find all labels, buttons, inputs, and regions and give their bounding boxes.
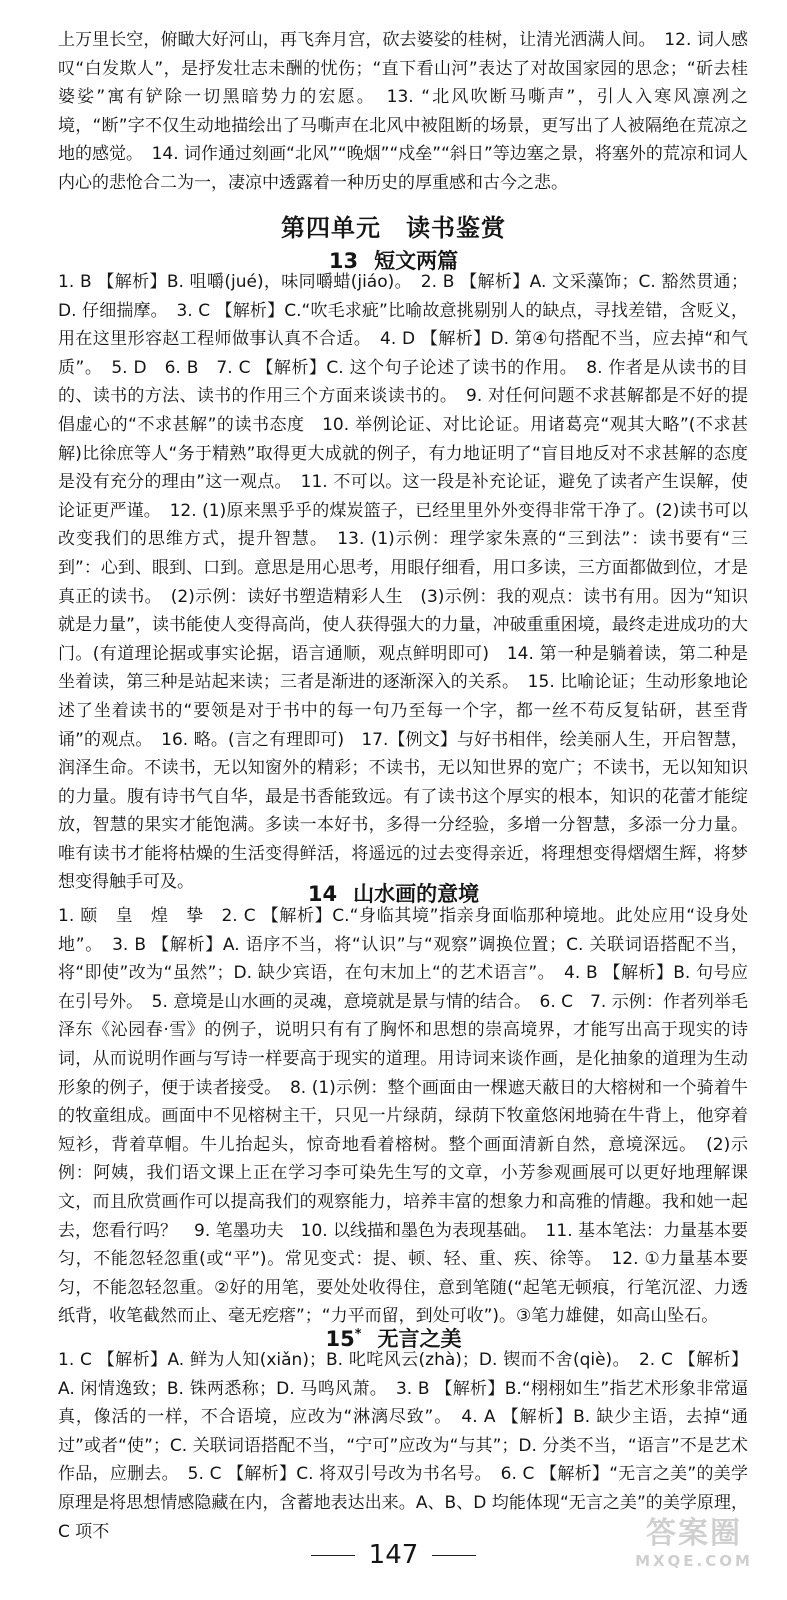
lesson-13-answers: 1. B 【解析】B. 咀嚼(jué)，味同嚼蜡(jiáo)。 2. B 【解析】A. 文采藻饰；C. 豁然贯通；D. 仔细揣摩。 3. C 【解析】C.“吹毛求疵”比喻故意挑剔别人的缺点，寻找差错，含贬义，用在这里形容赵工程师做事认真不合适。 4. D 【解析】D. 第④句搭配不当，应去掉“和气质”。 5. D 6. B 7. C 【解析】C. 这个句子论述了读书的作用。 8. 作者是从读书的目的、读书的方法、读书的作用三个方面来谈读书的。 9. 对任何问题不求甚解都是不好的提倡虚心的“不求甚解”的读书态度 10. 举例论证、对比论证。用诸葛亮“观其大略”(不求甚解)比徐庶等人“务于精熟”取得更大成就的例子，有力地证明了“盲目地反对不求甚解的态度是没有充分的理由”这一观点。 11. 不可以。这一段是补充论证，避免了读者产生误解，使论证更严谨。 12. (1)原来黑乎乎的煤炭篮子，已经里里外外变得非常干净了。(2)读书可以改变我们的思维方式，提升智慧。 13. (1)示例：理学家朱熹的“三到法”：读书要有“三到”：心到、眼到、口到。意思是用心思考，用眼仔细看，用口多读，三方面都做到位，才是真正的读书。 (2)示例：读好书塑造精彩人生 (3)示例：我的观点：读书有用。因为“知识就是力量”，读书能使人变得高尚，使人获得强大的力量，冲破重重困境，最终走进成功的大门。(有道理论据或事实论据，语言通顺，观点鲜明即可) 14. 第一种是躺着读，第二种是坐着读，第三种是站起来读；三者是渐进的逐渐深入的关系。 15. 比喻论证；生动形象地论述了坐着读书的“要领是对于书中的每一句乃至每一个字，都一丝不苟反复钻研，甚至背诵”的观点。 16. 略。(言之有理即可) 17.【例文】与好书相伴，绘美丽人生，开启智慧，润泽生命。不读书，无以知窗外的精彩；不读书，无以知世界的宽广；不读书，无以知知识的力量。腹有诗书气自华，最是书香能致远。有了读书这个厚实的根本，知识的花蕾才能绽放，智慧的果实才能饱满。多读一本好书，多得一分经验，多增一分智慧，多添一分力量。唯有读书才能将枯燥的生活变得鲜活，将遥远的过去变得亲近，将理想变得熠熠生辉，将梦想变得触手可及。 <box>58 272 748 893</box>
watermark-logo-text: 答案圈 <box>646 1516 742 1551</box>
lesson-14-answers: 1. 颐 皇 煌 挚 2. C 【解析】C.“身临其境”指亲身面临那种境地。此处应用“设身处地”。 3. B 【解析】A. 语序不当，将“认识”与“观察”调换位置；C. 关联词语搭配不当，将“即使”改为“虽然”；D. 缺少宾语，在句末加上“的艺术语言”。 4. B 【解析】B. 句号应在引号外。 5. 意境是山水画的灵魂，意境就是景与情的结合。 6. C 7. 示例：作者列举毛泽东《沁园春·雪》的例子，说明只有有了胸怀和思想的崇高境界，才能写出高于现实的诗词，从而说明作画与写诗一样要高于现实的道理。用诗词来谈作画，是化抽象的道理为生动形象的例子，便于读者接受。 8. (1)示例：整个画面由一棵遮天蔽日的大榕树和一个骑着牛的牧童组成。画面中不见榕树主干，只见一片绿荫，绿荫下牧童悠闲地骑在牛背上，他穿着短衫，背着草帽。牛儿抬起头，惊奇地看着榕树。整个画面清新自然，意境深远。 (2)示例：阿姨，我们语文课上正在学习李可染先生写的文章，小芳参观画展可以更好地理解课文，而且欣赏画作可以提高我们的观察能力，培养丰富的想象力和高雅的情趣。我和她一起去，您看行吗？ 9. 笔墨功夫 10. 以线描和墨色为表现基础。 11. 基本笔法：力量基本要匀，不能忽轻忽重(或“平”)。常见变式：提、顿、轻、重、疾、徐等。 12. ①力量基本要匀，不能忽轻忽重。②好的用笔，要处处收得住，意到笔随(“起笔无顿痕，行笔沉涩、力透纸背，收笔截然而止、毫无疙瘩”；“力平而留，到处可收”)。③笔力雄健，如高山坠石。 <box>58 906 749 1327</box>
lesson-number: 14 <box>307 882 338 906</box>
unit-title: 第四单元 读书鉴赏 <box>281 214 506 242</box>
site-watermark <box>619 1508 769 1586</box>
optional-mark: * <box>354 1327 362 1342</box>
lesson-number: 13 <box>328 249 359 273</box>
lesson-number: 15* <box>325 1327 362 1351</box>
lesson-title: 山水画的意境 <box>353 882 480 906</box>
top-paragraph: 上万里长空，俯瞰大好河山，再飞奔月宫，砍去婆娑的桂树，让清光洒满人间。 12. 词人感叹“白发欺人”，是抒发壮志未酬的忧伤；“直下看山河”表达了对故国家园的思念；“斫去桂婆娑”寓有铲除一切黑暗势力的宏愿。 13. “北风吹断马嘶声”，引人入寒风凛冽之境，“断”字不仅生动地描绘出了马嘶声在北风中被阻断的场景，更写出了人被隔绝在荒凉之地的感觉。 14. 词作通过刻画“北风”“晚烟”“戍垒”“斜日”等边塞之景，将塞外的荒凉和词人内心的悲怆合二为一，凄凉中透露着一种历史的厚重感和古今之悲。 <box>58 30 748 193</box>
footer-dash-left <box>311 1555 355 1556</box>
page-number: 147 <box>368 1540 419 1570</box>
lesson-15-answers: 1. C 【解析】A. 鲜为人知(xiǎn)；B. 叱咤风云(zhà)；D. 锲而不舍(qiè)。 2. C 【解析】A. 闲情逸致；B. 铢两悉称；D. 马鸣风萧。 3. B 【解析】B.“栩栩如生”指艺术形象非常逼真，像活的一样，不合语境，应改为“淋漓尽致”。 4. A 【解析】B. 缺少主语，去掉“通过”或者“使”；C. 关联词语搭配不当，“宁可”应改为“与其”；D. 分类不当，“语言”不是艺术作品，应删去。 5. C 【解析】C. 将双引号改为书名号。 6. C 【解析】“无言之美”的美学原理是将思想情感隐藏在内，含蓄地表达出来。A、B、D 均能体现“无言之美”的美学原理，C 项不 <box>58 1350 748 1542</box>
lesson-title: 无言之美 <box>377 1327 462 1351</box>
watermark-url: MXQE.COM <box>635 1552 753 1570</box>
footer-dash-right <box>432 1555 476 1556</box>
lesson-title: 短文两篇 <box>374 249 459 273</box>
